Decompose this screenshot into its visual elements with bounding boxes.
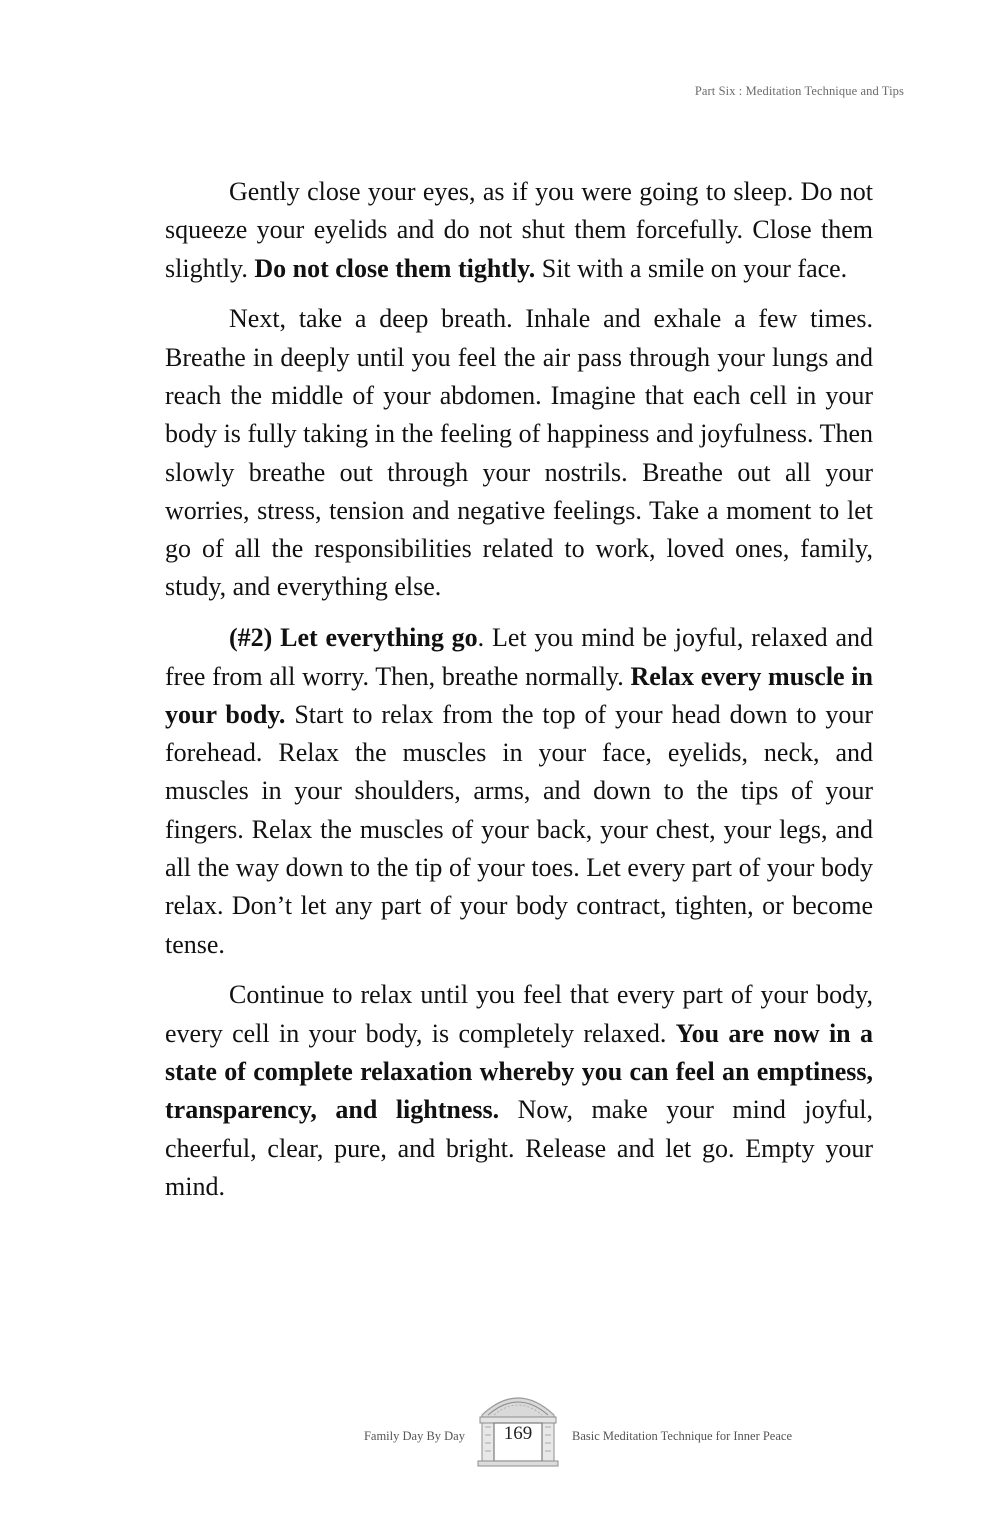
- running-header: Part Six : Meditation Technique and Tips: [694, 84, 904, 98]
- paragraph-3-heading: (#2) Let everything go: [229, 623, 478, 653]
- paragraph-4-text-end: Now, make your mind joyful, cheerful, clear, pure, and bright. Release and let go. Empty your mind.: [165, 1095, 873, 1201]
- paragraph-2-text: Next, take a deep breath. Inhale and exhale a few times. Breathe in deeply until you feel the air pass through your lungs and reach the middle of your abdomen. Imagine that each cell in your body is fully taking in the feeling of happiness and joyfulness. Then slowly breathe out through your nostrils. Breathe out all your worries, stress, tension and negative feelings. Take a moment to let go of all the responsibilities related to work, loved ones, family, study, and everything else.: [165, 304, 873, 602]
- paragraph-4: [165, 976, 873, 1206]
- body-text: [165, 173, 873, 1219]
- paragraph-4-text: Continue to relax until you feel that every part of your body, every cell in your body, is completely relaxed.: [165, 980, 873, 1048]
- paragraph-3-text: . Let you mind be joyful, relaxed and free from all worry. Then, breathe normally.: [165, 623, 874, 691]
- paragraph-1-text-end: Sit with a smile on your face.: [535, 253, 848, 283]
- paragraph-2: [165, 300, 873, 606]
- paragraph-1-bold: Do not close them tightly.: [254, 253, 536, 283]
- footer-chapter-title: Basic Meditation Technique for Inner Peace: [572, 1429, 792, 1443]
- footer-book-title: Family Day By Day: [363, 1429, 465, 1443]
- paragraph-1-text: Gently close your eyes, as if you were going to sleep. Do not squeeze your eyelids and do not shut them forcefully. Close them slightly.: [165, 177, 873, 283]
- paragraph-3-text-end: Start to relax from the top of your head down to your forehead. Relax the muscles in your face, eyelids, neck, and muscles in your shoulders, arms, and down to the tips of your fingers. Relax the muscles of your back, your chest, your legs, and all the way down to the tip of your toes. Let every part of your body relax. Don’t let any part of your body contract, tighten, or become tense.: [165, 699, 874, 959]
- paragraph-1: [165, 173, 873, 288]
- paragraph-3-bold: Relax every muscle in your body.: [165, 661, 873, 729]
- page-number: 169: [503, 1423, 533, 1444]
- paragraph-4-bold: You are now in a state of complete relaxation whereby you can feel an emptiness, transparency, and lightness.: [165, 1018, 873, 1125]
- paragraph-3: [165, 619, 873, 964]
